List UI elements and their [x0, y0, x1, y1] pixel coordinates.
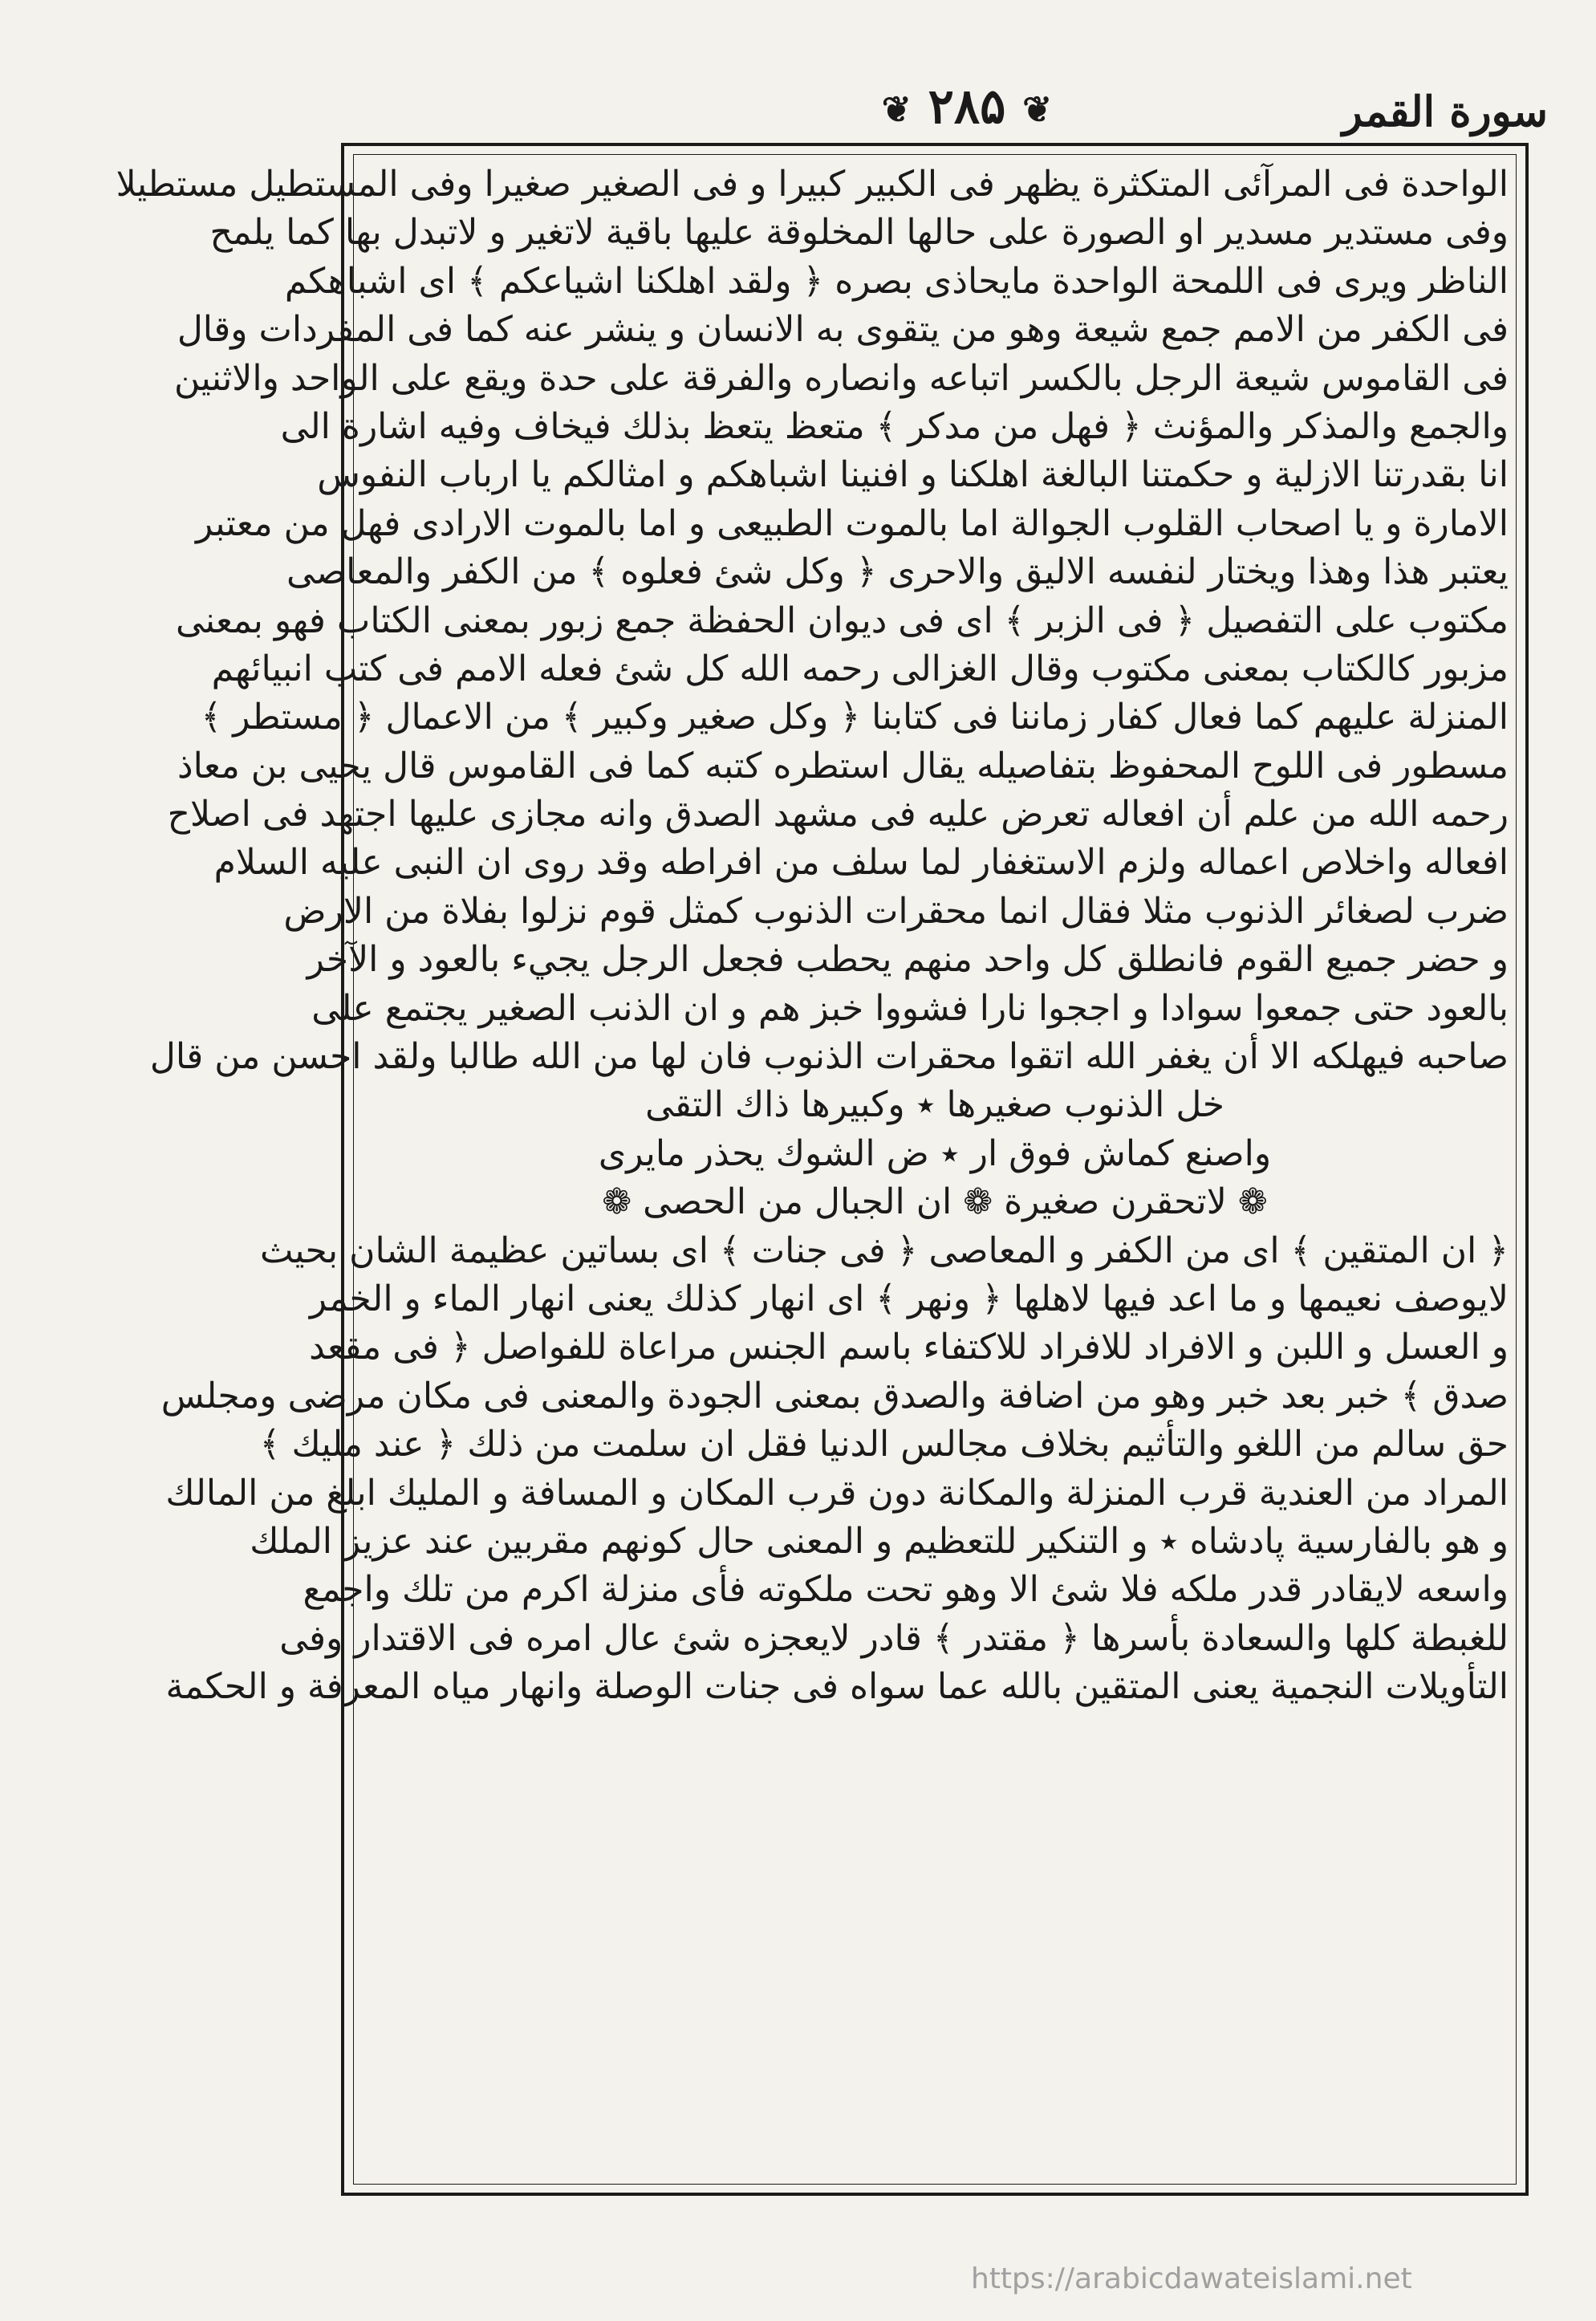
- page-number-text: ۲۸۵: [928, 79, 1006, 135]
- poem-line: ❁ لاتحقرن صغيرة ❁ ان الجبال من الحصى ❁: [602, 1181, 1268, 1223]
- text-line: التأويلات النجمية يعنى المتقين بالله عما سواه فى جنات الوصلة وانهار مياه المعرفة و الحكمة: [165, 1666, 1509, 1708]
- text-line: فى الكفر من الامم جمع شيعة وهو من يتقوى به الانسان و ينشر عنه كما فى المفردات وقال: [177, 309, 1509, 351]
- text-line: مكتوب على التفصيل ﴿ فى الزبر ﴾ اى فى ديوان الحفظة جمع زبور بمعنى الكتاب فهو بمعنى: [176, 600, 1509, 641]
- text-line: لايوصف نعيمها و ما اعد فيها لاهلها ﴿ ونهر ﴾ اى انهار كذلك يعنى انهار الماء و الخمر: [309, 1278, 1509, 1319]
- text-line: و العسل و اللبن و الافراد للافراد للاكتفاء باسم الجنس مراعاة للفواصل ﴿ فى مقعد: [309, 1327, 1509, 1368]
- text-line: مزبور كالكتاب بمعنى مكتوب وقال الغزالى رحمه الله كل شئ فعله الامم فى كتب انبيائهم: [211, 648, 1509, 689]
- text-line: فى القاموس شيعة الرجل بالكسر اتباعه وانصاره والفرقة على حدة ويقع على الواحد والاثنين: [174, 357, 1509, 399]
- ornament-icon: ❦: [1022, 89, 1053, 131]
- text-line: المنزلة عليهم كما فعال كفار زماننا فى كتابنا ﴿ وكل صغير وكبير ﴾ من الاعمال ﴿ مستطر ﴾: [201, 697, 1509, 738]
- text-line: صاحبه فيهلكه الا أن يغفر الله اتقوا محقرات الذنوب فان لها من الله طالبا ولقد احسن من قال: [149, 1036, 1509, 1078]
- text-line: رحمه الله من علم أن افعاله تعرض عليه فى مشهد الصدق وانه مجازى عليها اجتهد فى اصلاح: [167, 794, 1509, 835]
- text-line: ﴿ ان المتقين ﴾ اى من الكفر و المعاصى ﴿ فى جنات ﴾ اى بساتين عظيمة الشان بحيث: [260, 1230, 1509, 1271]
- text-line: بالعود حتى جمعوا سوادا و اججوا نارا فشووا خبز هم و ان الذنب الصغير يجتمع على: [311, 987, 1509, 1029]
- text-line: واسعه لايقادر قدر ملكه فلا شئ الا وهو تحت ملكوته فأى منزلة اكرم من تلك واجمع: [303, 1569, 1509, 1611]
- text-line: ضرب لصغائر الذنوب مثلا فقال انما محقرات الذنوب كمثل قوم نزلوا بفلاة من الارض: [283, 890, 1509, 932]
- ornament-icon: ❦: [881, 89, 912, 131]
- text-line: الناظر ويرى فى اللمحة الواحدة مايحاذى بصره ﴿ ولقد اهلكنا اشياعكم ﴾ اى اشباهكم: [284, 260, 1509, 302]
- text-line: و حضر جميع القوم فانطلق كل واحد منهم يحطب فجعل الرجل يجيء بالعود و الآخر: [307, 939, 1509, 981]
- main-text: [116, 161, 1509, 1712]
- poem-line: خل الذنوب صغيرها ٭ وكبيرها ذاك التقى: [645, 1084, 1224, 1126]
- text-line: المراد من العندية قرب المنزلة والمكانة دون قرب المكان و المسافة و المليك ابلغ من المالك: [165, 1472, 1509, 1514]
- text-line: افعاله واخلاص اعماله ولزم الاستغفار لما سلف من افراطه وقد روى ان النبى عليه السلام: [213, 842, 1509, 884]
- text-line: الامارة و يا اصحاب القلوب الجوالة اما بالموت الطبيعى و اما بالموت الارادى فهل من معتبر: [196, 502, 1509, 544]
- text-line: وفى مستدير مسدير او الصورة على حالها المخلوقة عليها باقية لاتغير و لاتبدل بها كما يلمح: [209, 212, 1509, 254]
- text-line: يعتبر هذا وهذا ويختار لنفسه الاليق والاحرى ﴿ وكل شئ فعلوه ﴾ من الكفر والمعاصى: [286, 551, 1509, 593]
- page-number: [859, 79, 1075, 135]
- text-line: مسطور فى اللوح المحفوظ بتفاصيله يقال استطره كتبه كما فى القاموس قال يحيى بن معاذ: [177, 745, 1509, 787]
- text-line: حق سالم من اللغو والتأثيم بخلاف مجالس الدنيا فقل ان سلمت من ذلك ﴿ عند مليك ﴾: [259, 1424, 1509, 1465]
- surah-title: سورة القمر: [1342, 87, 1548, 136]
- text-line: صدق ﴾ خبر بعد خبر وهو من اضافة والصدق بمعنى الجودة والمعنى فى مكان مرضى ومجلس: [160, 1375, 1509, 1417]
- text-line: انا بقدرتنا الازلية و حكمتنا البالغة اهلكنا و افنينا اشباهكم و امثالكم يا ارباب النفوس: [317, 454, 1509, 496]
- text-line: للغبطة كلها والسعادة بأسرها ﴿ مقتدر ﴾ قادر لايعجزه شئ عال امره فى الاقتدار وفى: [279, 1617, 1509, 1659]
- poem-line: واصنع كماش فوق ار ٭ ض الشوك يحذر مايرى: [598, 1132, 1272, 1174]
- watermark-url: https://arabicdawateislami.net: [971, 2262, 1412, 2295]
- text-line: الواحدة فى المرآئى المتكثرة يظهر فى الكبير كبيرا و فى الصغير صغيرا وفى المستطيل مستطيلا: [116, 164, 1509, 205]
- text-line: و هو بالفارسية پادشاه ٭ و التنكير للتعظيم و المعنى حال كونهم مقربين عند عزيز الملك: [250, 1520, 1509, 1562]
- text-line: والجمع والمذكر والمؤنث ﴿ فهل من مدكر ﴾ متعظ يتعظ بذلك فيخاف وفيه اشارة الى: [280, 405, 1509, 447]
- page-header: [337, 80, 1300, 148]
